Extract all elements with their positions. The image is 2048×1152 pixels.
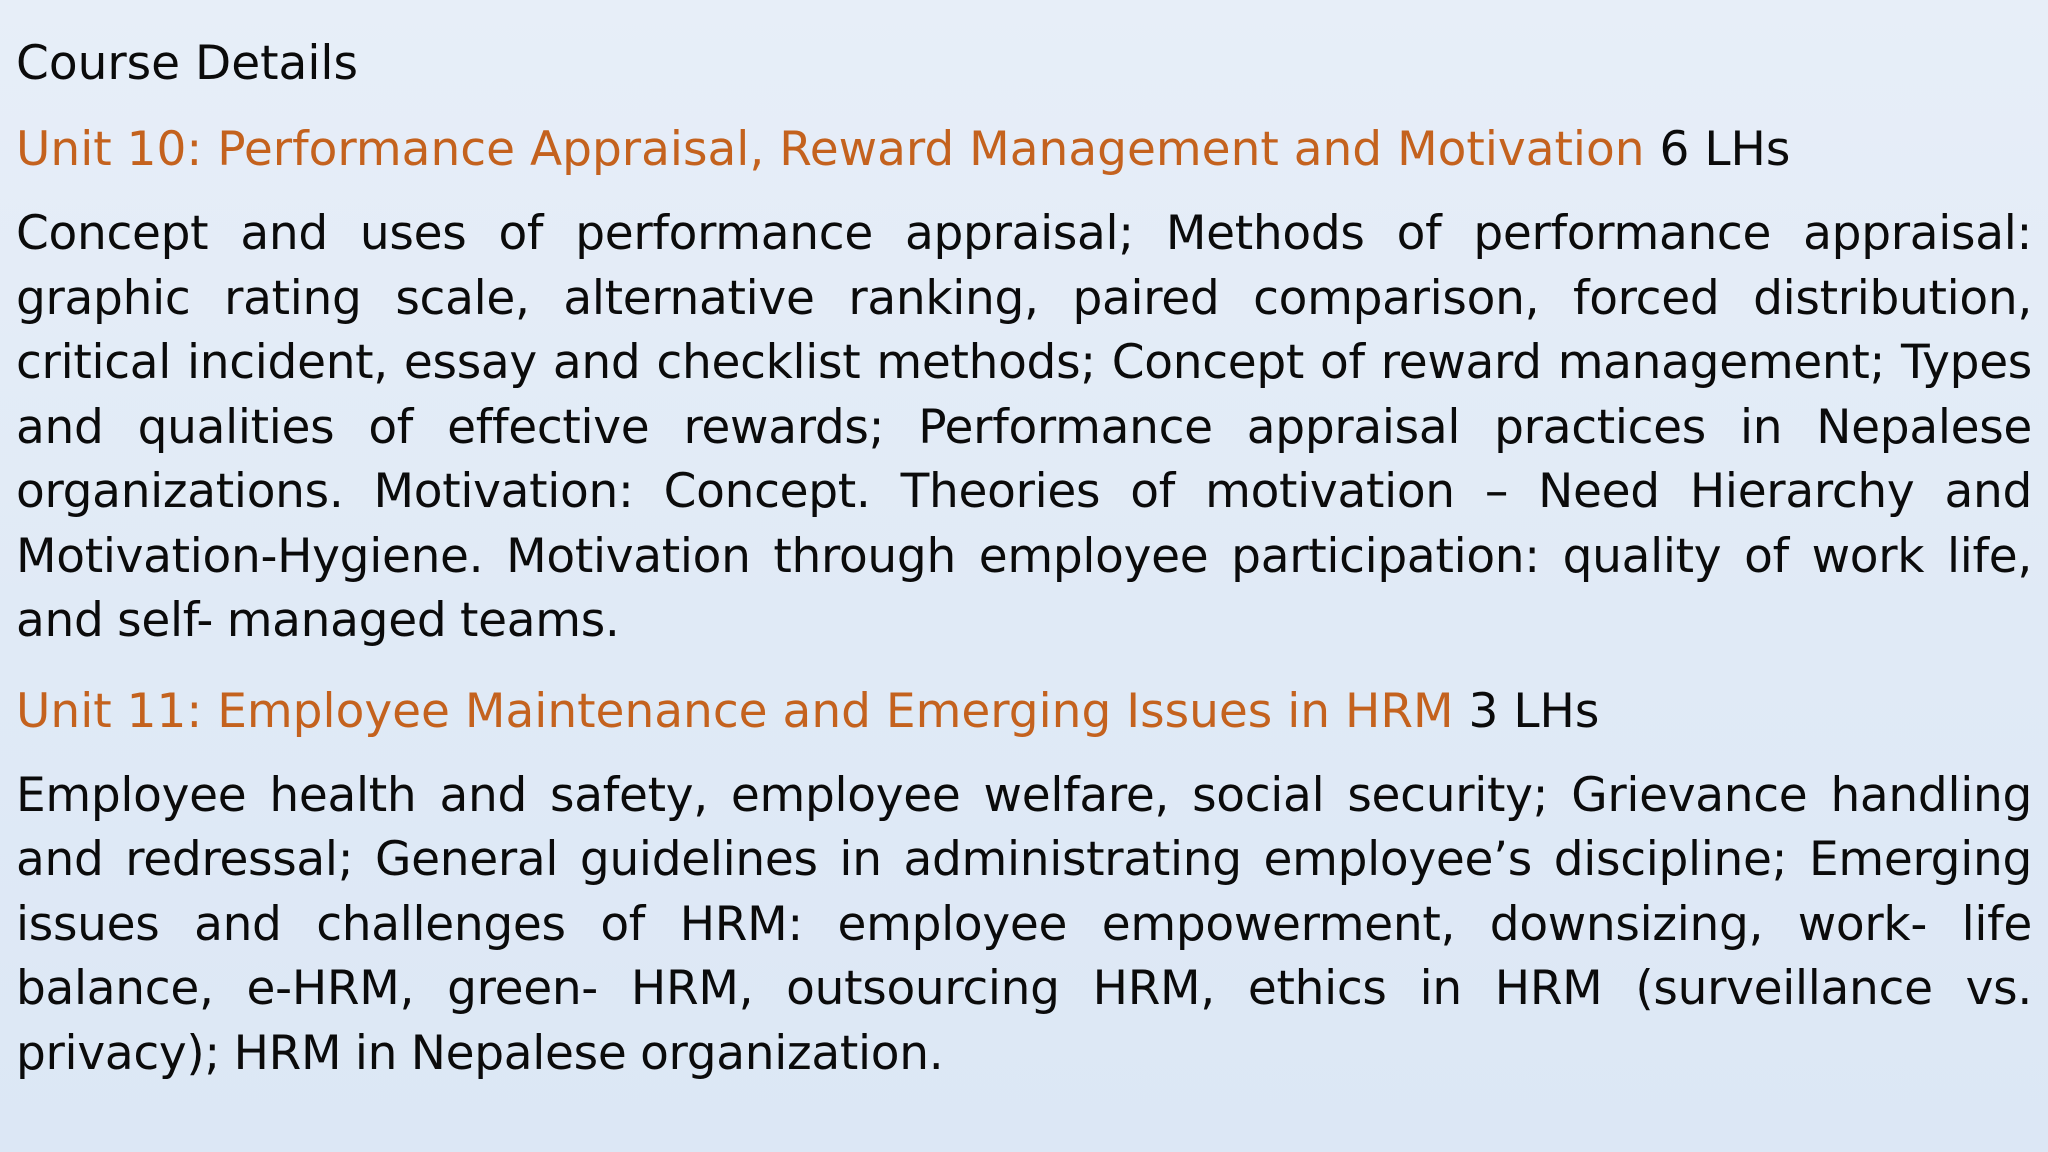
unit-10-hours: 6 LHs [1659, 122, 1791, 177]
unit-10-heading [16, 118, 2032, 182]
page-title: Course Details [16, 36, 358, 91]
unit-11-description: Employee health and safety, employee welfare, social security; Grievance handling and redressal; General guidelines in administrating employee’s discipline; Emerging issues and challenges of HRM: employee empowerment, downsizing, work- life balance, e-HRM, green- HRM, outsourcing HRM, ethics in HRM (surveillance vs. privacy); HRM in Nepalese organization. [16, 767, 2032, 1081]
unit-11-hours: 3 LHs [1468, 683, 1600, 739]
unit-11-heading [16, 680, 2032, 744]
unit-10-title: Unit 10: Performance Appraisal, Reward Management and Motivation [16, 122, 1645, 177]
unit-11-title: Unit 11: Employee Maintenance and Emerging Issues in HRM [16, 683, 1454, 739]
unit-10-description: Concept and uses of performance appraisal; Methods of performance appraisal: graphic rating scale, alternative ranking, paired comparison, forced distribution, critical incident, essay and checklist methods; Concept of reward management; Types and qualities of effective rewards; Performance appraisal practices in Nepalese organizations. Motivation: Concept. Theories of motivation – Need Hierarchy and Motivation-Hygiene. Motivation through employee participation: quality of work life, and self- managed teams. [16, 206, 2032, 648]
